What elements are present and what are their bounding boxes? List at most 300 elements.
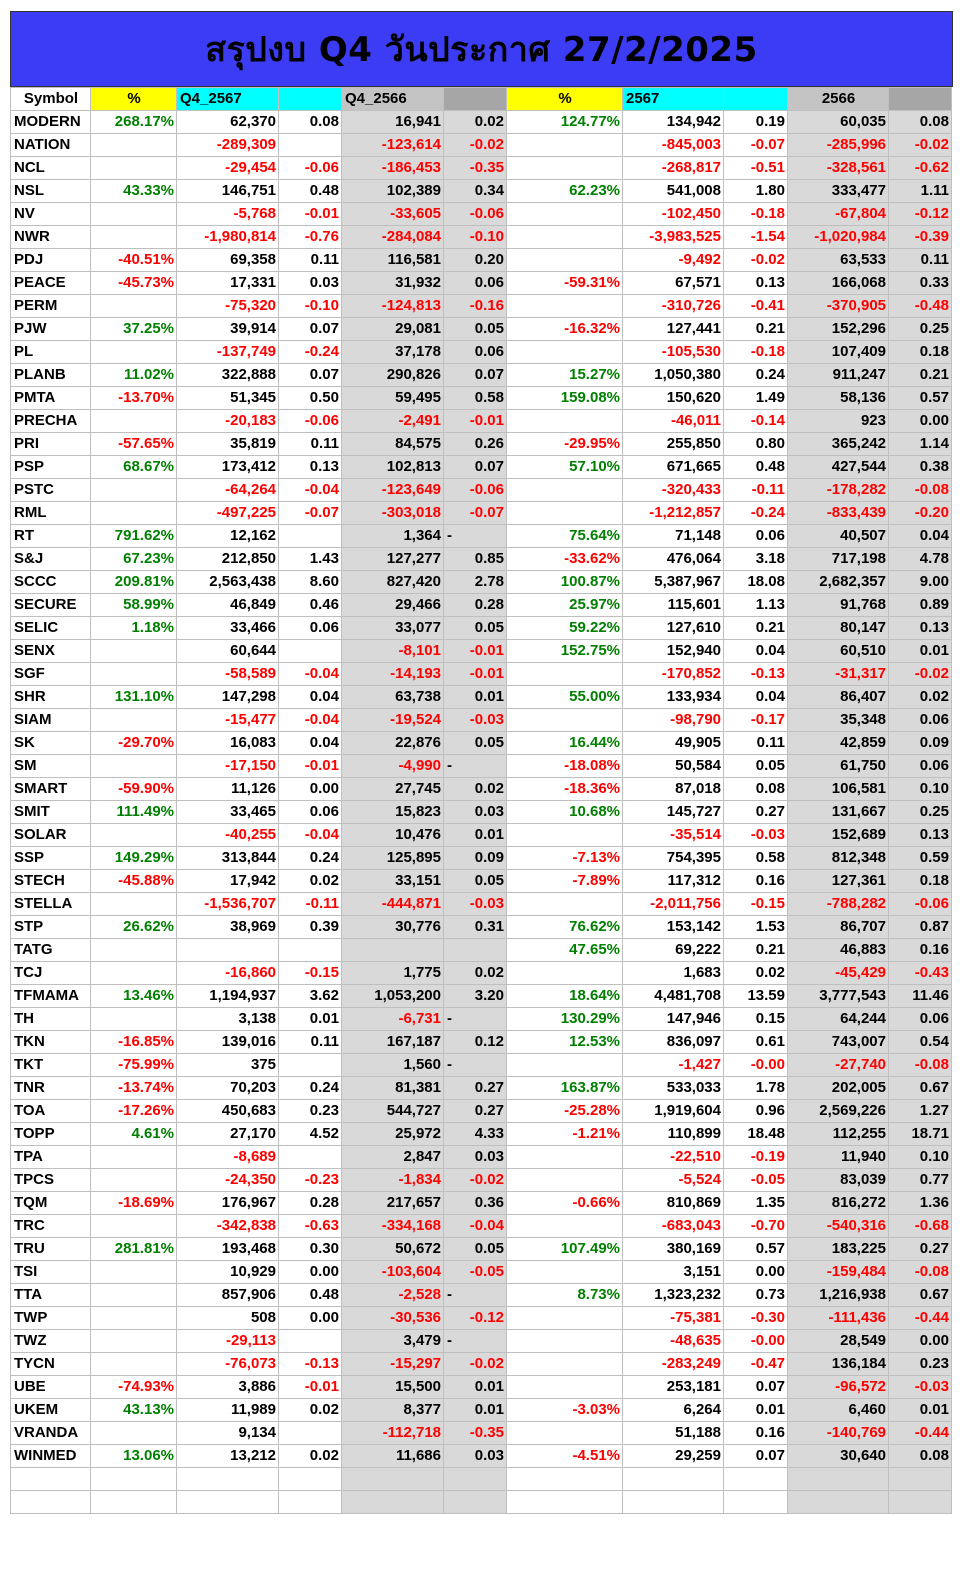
cell-q4-2566-profit[interactable]: 33,151 <box>342 870 444 893</box>
cell-q4-2567-eps[interactable] <box>279 1490 342 1513</box>
cell-q4-pct[interactable] <box>91 134 177 157</box>
cell-q4-2567-profit[interactable]: 313,844 <box>177 847 279 870</box>
cell-symbol[interactable]: TH <box>11 1008 91 1031</box>
cell-q4-2567-eps[interactable] <box>279 134 342 157</box>
cell-eps-2566[interactable]: 0.13 <box>889 824 952 847</box>
cell-q4-2567-profit[interactable]: -20,183 <box>177 410 279 433</box>
cell-eps-2567[interactable]: 0.19 <box>724 111 788 134</box>
cell-q4-pct[interactable] <box>91 824 177 847</box>
cell-symbol[interactable]: NCL <box>11 157 91 180</box>
cell-q4-2567-eps[interactable]: -0.15 <box>279 962 342 985</box>
cell-q4-2566-eps[interactable]: 0.03 <box>444 801 507 824</box>
cell-q4-2566-profit[interactable]: -14,193 <box>342 663 444 686</box>
cell-profit-2567[interactable]: 380,169 <box>623 1238 724 1261</box>
cell-symbol[interactable]: TWP <box>11 1307 91 1330</box>
cell-q4-2567-eps[interactable]: 0.50 <box>279 387 342 410</box>
cell-eps-2566[interactable]: 1.14 <box>889 433 952 456</box>
cell-eps-2566[interactable]: -0.08 <box>889 479 952 502</box>
cell-eps-2567[interactable]: 0.00 <box>724 1261 788 1284</box>
cell-q4-2567-profit[interactable]: 39,914 <box>177 318 279 341</box>
cell-q4-2566-profit[interactable]: 544,727 <box>342 1100 444 1123</box>
cell-q4-2567-eps[interactable]: 0.11 <box>279 1031 342 1054</box>
cell-eps-2566[interactable]: -0.03 <box>889 1376 952 1399</box>
cell-symbol[interactable]: TNR <box>11 1077 91 1100</box>
cell-q4-2566-eps[interactable]: -0.01 <box>444 410 507 433</box>
cell-symbol[interactable]: S&J <box>11 548 91 571</box>
cell-q4-2566-eps[interactable]: -0.04 <box>444 1215 507 1238</box>
cell-q4-2567-eps[interactable]: 0.13 <box>279 456 342 479</box>
cell-eps-2566[interactable]: -0.48 <box>889 295 952 318</box>
cell-q4-2566-profit[interactable]: -112,718 <box>342 1422 444 1445</box>
cell-q4-2566-eps[interactable]: 0.05 <box>444 870 507 893</box>
cell-q4-2566-profit[interactable]: 16,941 <box>342 111 444 134</box>
cell-eps-2566[interactable]: 9.00 <box>889 571 952 594</box>
cell-profit-2567[interactable]: -320,433 <box>623 479 724 502</box>
cell-q4-pct[interactable] <box>91 410 177 433</box>
cell-q4-2567-eps[interactable]: 0.00 <box>279 778 342 801</box>
cell-profit-2566[interactable]: 106,581 <box>788 778 889 801</box>
cell-profit-2566[interactable]: -31,317 <box>788 663 889 686</box>
cell-q4-2566-profit[interactable]: 1,775 <box>342 962 444 985</box>
cell-q4-pct[interactable]: 43.33% <box>91 180 177 203</box>
cell-q4-2567-profit[interactable]: 17,331 <box>177 272 279 295</box>
cell-year-pct[interactable] <box>507 410 623 433</box>
cell-year-pct[interactable]: 62.23% <box>507 180 623 203</box>
cell-q4-2567-profit[interactable]: 9,134 <box>177 1422 279 1445</box>
cell-year-pct[interactable] <box>507 1215 623 1238</box>
cell-q4-pct[interactable] <box>91 226 177 249</box>
cell-symbol[interactable]: NV <box>11 203 91 226</box>
cell-q4-2567-profit[interactable]: -137,749 <box>177 341 279 364</box>
cell-year-pct[interactable]: -4.51% <box>507 1445 623 1468</box>
cell-q4-2566-profit[interactable]: 102,389 <box>342 180 444 203</box>
cell-eps-2566[interactable]: -0.43 <box>889 962 952 985</box>
cell-q4-pct[interactable]: -18.69% <box>91 1192 177 1215</box>
cell-q4-2567-profit[interactable]: -5,768 <box>177 203 279 226</box>
cell-profit-2566[interactable] <box>788 1468 889 1491</box>
cell-symbol[interactable]: SECURE <box>11 594 91 617</box>
cell-q4-2566-profit[interactable]: 22,876 <box>342 732 444 755</box>
cell-q4-2566-profit[interactable]: 15,500 <box>342 1376 444 1399</box>
cell-profit-2566[interactable]: 923 <box>788 410 889 433</box>
cell-eps-2567[interactable]: -0.70 <box>724 1215 788 1238</box>
cell-profit-2566[interactable]: -178,282 <box>788 479 889 502</box>
cell-eps-2566[interactable]: 0.18 <box>889 870 952 893</box>
cell-q4-2566-profit[interactable]: 25,972 <box>342 1123 444 1146</box>
cell-profit-2566[interactable]: 86,707 <box>788 916 889 939</box>
cell-q4-2566-eps[interactable]: -0.05 <box>444 1261 507 1284</box>
cell-q4-2566-eps[interactable]: -0.07 <box>444 502 507 525</box>
cell-q4-2566-eps[interactable]: 0.02 <box>444 962 507 985</box>
cell-q4-2567-profit[interactable]: -64,264 <box>177 479 279 502</box>
cell-q4-pct[interactable]: -29.70% <box>91 732 177 755</box>
cell-eps-2567[interactable]: -0.18 <box>724 341 788 364</box>
cell-q4-pct[interactable] <box>91 341 177 364</box>
cell-profit-2567[interactable]: 4,481,708 <box>623 985 724 1008</box>
cell-eps-2566[interactable]: -0.12 <box>889 203 952 226</box>
cell-eps-2566[interactable]: 18.71 <box>889 1123 952 1146</box>
cell-profit-2566[interactable]: 911,247 <box>788 364 889 387</box>
cell-profit-2567[interactable]: -3,983,525 <box>623 226 724 249</box>
cell-q4-2566-profit[interactable]: -6,731 <box>342 1008 444 1031</box>
cell-q4-2566-profit[interactable]: -1,834 <box>342 1169 444 1192</box>
cell-year-pct[interactable]: 130.29% <box>507 1008 623 1031</box>
cell-year-pct[interactable]: -3.03% <box>507 1399 623 1422</box>
cell-q4-2566-profit[interactable]: 290,826 <box>342 364 444 387</box>
cell-year-pct[interactable] <box>507 1376 623 1399</box>
cell-profit-2567[interactable]: -268,817 <box>623 157 724 180</box>
cell-symbol[interactable]: RML <box>11 502 91 525</box>
cell-q4-2567-eps[interactable]: 0.28 <box>279 1192 342 1215</box>
cell-symbol[interactable]: SSP <box>11 847 91 870</box>
cell-profit-2566[interactable]: 136,184 <box>788 1353 889 1376</box>
cell-q4-2566-eps[interactable]: -0.16 <box>444 295 507 318</box>
cell-year-pct[interactable]: -33.62% <box>507 548 623 571</box>
cell-q4-pct[interactable]: 268.17% <box>91 111 177 134</box>
cell-q4-2566-eps[interactable]: -0.06 <box>444 203 507 226</box>
cell-eps-2567[interactable]: 0.24 <box>724 364 788 387</box>
cell-profit-2567[interactable]: 67,571 <box>623 272 724 295</box>
cell-symbol[interactable] <box>11 1490 91 1513</box>
cell-q4-pct[interactable] <box>91 502 177 525</box>
cell-eps-2567[interactable]: 1.35 <box>724 1192 788 1215</box>
cell-q4-2566-eps[interactable]: 0.28 <box>444 594 507 617</box>
cell-year-pct[interactable]: 10.68% <box>507 801 623 824</box>
cell-q4-2567-profit[interactable]: 193,468 <box>177 1238 279 1261</box>
cell-symbol[interactable]: PMTA <box>11 387 91 410</box>
cell-q4-2567-eps[interactable]: 4.52 <box>279 1123 342 1146</box>
cell-eps-2567[interactable]: 0.08 <box>724 778 788 801</box>
cell-year-pct[interactable] <box>507 1422 623 1445</box>
cell-eps-2566[interactable]: 0.06 <box>889 755 952 778</box>
cell-q4-2566-profit[interactable]: 27,745 <box>342 778 444 801</box>
cell-symbol[interactable]: PL <box>11 341 91 364</box>
cell-profit-2566[interactable]: -370,905 <box>788 295 889 318</box>
cell-q4-2567-profit[interactable]: 35,819 <box>177 433 279 456</box>
cell-eps-2566[interactable]: 0.38 <box>889 456 952 479</box>
cell-q4-2567-profit[interactable]: 139,016 <box>177 1031 279 1054</box>
cell-eps-2566[interactable]: 1.11 <box>889 180 952 203</box>
cell-profit-2567[interactable]: 87,018 <box>623 778 724 801</box>
cell-q4-pct[interactable] <box>91 709 177 732</box>
cell-q4-2567-eps[interactable]: 0.39 <box>279 916 342 939</box>
cell-q4-2566-eps[interactable]: 0.36 <box>444 1192 507 1215</box>
cell-q4-pct[interactable] <box>91 1146 177 1169</box>
cell-eps-2567[interactable]: -0.15 <box>724 893 788 916</box>
cell-q4-2566-profit[interactable]: 30,776 <box>342 916 444 939</box>
cell-q4-2566-eps[interactable]: -0.02 <box>444 134 507 157</box>
cell-q4-pct[interactable] <box>91 962 177 985</box>
cell-year-pct[interactable] <box>507 663 623 686</box>
cell-eps-2566[interactable]: 11.46 <box>889 985 952 1008</box>
cell-symbol[interactable]: TKT <box>11 1054 91 1077</box>
cell-q4-pct[interactable]: -40.51% <box>91 249 177 272</box>
cell-q4-pct[interactable] <box>91 755 177 778</box>
cell-symbol[interactable]: SK <box>11 732 91 755</box>
cell-q4-2566-profit[interactable]: 217,657 <box>342 1192 444 1215</box>
cell-q4-2567-profit[interactable] <box>177 939 279 962</box>
cell-eps-2567[interactable]: -0.24 <box>724 502 788 525</box>
cell-eps-2567[interactable]: -0.05 <box>724 1169 788 1192</box>
cell-q4-2567-eps[interactable]: 3.62 <box>279 985 342 1008</box>
cell-q4-2566-eps[interactable]: 0.58 <box>444 387 507 410</box>
cell-year-pct[interactable]: 57.10% <box>507 456 623 479</box>
cell-q4-2567-eps[interactable]: 0.04 <box>279 732 342 755</box>
cell-q4-2566-eps[interactable]: 0.06 <box>444 272 507 295</box>
cell-q4-2567-profit[interactable]: 508 <box>177 1307 279 1330</box>
cell-q4-2566-profit[interactable]: -123,649 <box>342 479 444 502</box>
cell-q4-2566-eps[interactable]: 0.12 <box>444 1031 507 1054</box>
cell-q4-2567-eps[interactable]: 0.06 <box>279 617 342 640</box>
cell-q4-pct[interactable]: 58.99% <box>91 594 177 617</box>
cell-year-pct[interactable] <box>507 962 623 985</box>
cell-eps-2566[interactable]: 0.09 <box>889 732 952 755</box>
cell-q4-2567-profit[interactable]: 450,683 <box>177 1100 279 1123</box>
cell-q4-pct[interactable] <box>91 295 177 318</box>
cell-q4-pct[interactable]: 1.18% <box>91 617 177 640</box>
cell-q4-2566-profit[interactable]: 15,823 <box>342 801 444 824</box>
cell-profit-2567[interactable]: 3,151 <box>623 1261 724 1284</box>
cell-profit-2566[interactable]: 3,777,543 <box>788 985 889 1008</box>
cell-q4-pct[interactable]: 26.62% <box>91 916 177 939</box>
cell-q4-pct[interactable] <box>91 1169 177 1192</box>
cell-q4-2566-eps[interactable]: -0.35 <box>444 157 507 180</box>
cell-q4-pct[interactable] <box>91 1008 177 1031</box>
cell-q4-2567-profit[interactable]: 173,412 <box>177 456 279 479</box>
cell-q4-2567-profit[interactable]: 27,170 <box>177 1123 279 1146</box>
cell-eps-2566[interactable]: -0.20 <box>889 502 952 525</box>
cell-eps-2566[interactable]: 1.36 <box>889 1192 952 1215</box>
cell-symbol[interactable]: PLANB <box>11 364 91 387</box>
cell-profit-2567[interactable]: 476,064 <box>623 548 724 571</box>
cell-q4-2567-profit[interactable] <box>177 1468 279 1491</box>
cell-q4-2567-eps[interactable]: -0.24 <box>279 341 342 364</box>
cell-q4-pct[interactable] <box>91 1284 177 1307</box>
cell-q4-2566-eps[interactable]: 0.02 <box>444 111 507 134</box>
cell-profit-2567[interactable]: -2,011,756 <box>623 893 724 916</box>
cell-profit-2567[interactable]: -170,852 <box>623 663 724 686</box>
cell-profit-2566[interactable]: 1,216,938 <box>788 1284 889 1307</box>
cell-profit-2567[interactable]: 1,050,380 <box>623 364 724 387</box>
cell-profit-2566[interactable]: -140,769 <box>788 1422 889 1445</box>
cell-profit-2566[interactable]: 127,361 <box>788 870 889 893</box>
cell-eps-2567[interactable]: -0.19 <box>724 1146 788 1169</box>
cell-year-pct[interactable] <box>507 1490 623 1513</box>
cell-eps-2566[interactable]: -0.08 <box>889 1261 952 1284</box>
cell-symbol[interactable]: SGF <box>11 663 91 686</box>
cell-eps-2566[interactable]: 1.27 <box>889 1100 952 1123</box>
cell-profit-2567[interactable]: -105,530 <box>623 341 724 364</box>
cell-year-pct[interactable] <box>507 502 623 525</box>
cell-q4-2567-eps[interactable]: 0.24 <box>279 847 342 870</box>
cell-q4-2567-profit[interactable]: 17,942 <box>177 870 279 893</box>
cell-profit-2567[interactable]: -310,726 <box>623 295 724 318</box>
cell-q4-2566-eps[interactable]: 0.01 <box>444 686 507 709</box>
cell-eps-2567[interactable]: 0.02 <box>724 962 788 985</box>
cell-q4-2567-profit[interactable]: -1,980,814 <box>177 226 279 249</box>
cell-profit-2566[interactable]: 107,409 <box>788 341 889 364</box>
cell-profit-2566[interactable]: 427,544 <box>788 456 889 479</box>
cell-eps-2566[interactable]: 0.67 <box>889 1284 952 1307</box>
cell-profit-2567[interactable]: 1,683 <box>623 962 724 985</box>
cell-eps-2567[interactable]: 0.16 <box>724 870 788 893</box>
cell-q4-2567-eps[interactable]: 0.03 <box>279 272 342 295</box>
cell-q4-pct[interactable]: -16.85% <box>91 1031 177 1054</box>
cell-profit-2567[interactable]: 1,323,232 <box>623 1284 724 1307</box>
cell-eps-2567[interactable]: -0.00 <box>724 1330 788 1353</box>
cell-q4-2567-profit[interactable]: 212,850 <box>177 548 279 571</box>
cell-q4-2567-profit[interactable]: -75,320 <box>177 295 279 318</box>
cell-symbol[interactable]: NSL <box>11 180 91 203</box>
cell-profit-2566[interactable]: 64,244 <box>788 1008 889 1031</box>
cell-symbol[interactable]: TFMAMA <box>11 985 91 1008</box>
cell-q4-2566-eps[interactable]: 0.20 <box>444 249 507 272</box>
cell-year-pct[interactable]: -16.32% <box>507 318 623 341</box>
cell-profit-2567[interactable]: 810,869 <box>623 1192 724 1215</box>
cell-q4-pct[interactable] <box>91 203 177 226</box>
header-q4-2567-eps[interactable] <box>279 88 342 111</box>
cell-eps-2567[interactable]: 0.21 <box>724 617 788 640</box>
cell-symbol[interactable]: STECH <box>11 870 91 893</box>
cell-q4-2566-eps[interactable]: 0.26 <box>444 433 507 456</box>
cell-eps-2566[interactable]: 0.02 <box>889 686 952 709</box>
cell-profit-2567[interactable]: 152,940 <box>623 640 724 663</box>
cell-symbol[interactable]: SM <box>11 755 91 778</box>
cell-q4-pct[interactable] <box>91 939 177 962</box>
cell-year-pct[interactable]: 159.08% <box>507 387 623 410</box>
cell-eps-2567[interactable]: 0.07 <box>724 1376 788 1399</box>
cell-symbol[interactable]: PDJ <box>11 249 91 272</box>
cell-profit-2567[interactable] <box>623 1468 724 1491</box>
cell-eps-2567[interactable]: 1.80 <box>724 180 788 203</box>
cell-profit-2567[interactable]: 1,919,604 <box>623 1100 724 1123</box>
cell-q4-pct[interactable]: -57.65% <box>91 433 177 456</box>
cell-eps-2566[interactable]: -0.62 <box>889 157 952 180</box>
cell-eps-2566[interactable]: 0.01 <box>889 1399 952 1422</box>
cell-q4-2566-eps[interactable]: 0.06 <box>444 341 507 364</box>
cell-q4-2567-profit[interactable]: -342,838 <box>177 1215 279 1238</box>
cell-q4-pct[interactable]: 37.25% <box>91 318 177 341</box>
cell-q4-2566-eps[interactable]: 0.01 <box>444 1399 507 1422</box>
cell-q4-2566-profit[interactable]: -124,813 <box>342 295 444 318</box>
cell-eps-2566[interactable]: -0.39 <box>889 226 952 249</box>
cell-q4-pct[interactable] <box>91 157 177 180</box>
cell-q4-2567-eps[interactable]: 0.30 <box>279 1238 342 1261</box>
cell-q4-2566-eps[interactable]: 0.05 <box>444 732 507 755</box>
cell-q4-2566-profit[interactable]: -33,605 <box>342 203 444 226</box>
cell-year-pct[interactable]: -1.21% <box>507 1123 623 1146</box>
cell-profit-2566[interactable]: 112,255 <box>788 1123 889 1146</box>
cell-profit-2567[interactable]: -1,427 <box>623 1054 724 1077</box>
header-q4-2566-profit[interactable]: Q4_2566 <box>342 88 444 111</box>
header-symbol[interactable]: Symbol <box>11 88 91 111</box>
cell-eps-2566[interactable]: 0.01 <box>889 640 952 663</box>
cell-q4-2567-eps[interactable]: -0.13 <box>279 1353 342 1376</box>
cell-q4-2567-profit[interactable]: 70,203 <box>177 1077 279 1100</box>
cell-eps-2566[interactable]: 0.77 <box>889 1169 952 1192</box>
cell-q4-2566-eps[interactable]: - <box>444 1284 507 1307</box>
cell-q4-2567-eps[interactable]: -0.01 <box>279 203 342 226</box>
cell-year-pct[interactable] <box>507 157 623 180</box>
cell-eps-2567[interactable]: -0.17 <box>724 709 788 732</box>
cell-q4-2566-profit[interactable]: 3,479 <box>342 1330 444 1353</box>
cell-eps-2566[interactable]: -0.06 <box>889 893 952 916</box>
cell-q4-2567-eps[interactable]: -0.10 <box>279 295 342 318</box>
cell-q4-2566-eps[interactable]: 0.07 <box>444 364 507 387</box>
cell-symbol[interactable]: SENX <box>11 640 91 663</box>
cell-q4-2567-eps[interactable]: 0.00 <box>279 1307 342 1330</box>
cell-profit-2566[interactable]: -1,020,984 <box>788 226 889 249</box>
cell-profit-2566[interactable]: 816,272 <box>788 1192 889 1215</box>
cell-q4-pct[interactable] <box>91 1330 177 1353</box>
cell-q4-2567-profit[interactable]: 12,162 <box>177 525 279 548</box>
cell-q4-2567-eps[interactable]: 0.08 <box>279 111 342 134</box>
cell-q4-2567-eps[interactable]: 0.11 <box>279 249 342 272</box>
cell-symbol[interactable]: SOLAR <box>11 824 91 847</box>
cell-year-pct[interactable]: 18.64% <box>507 985 623 1008</box>
cell-eps-2567[interactable]: 0.01 <box>724 1399 788 1422</box>
cell-q4-2566-profit[interactable]: -186,453 <box>342 157 444 180</box>
cell-profit-2566[interactable]: 40,507 <box>788 525 889 548</box>
cell-profit-2566[interactable]: 63,533 <box>788 249 889 272</box>
cell-year-pct[interactable]: -0.66% <box>507 1192 623 1215</box>
cell-symbol[interactable]: TQM <box>11 1192 91 1215</box>
cell-q4-2567-eps[interactable]: 0.48 <box>279 1284 342 1307</box>
cell-q4-2566-eps[interactable]: 0.09 <box>444 847 507 870</box>
cell-q4-2566-profit[interactable]: -30,536 <box>342 1307 444 1330</box>
cell-profit-2567[interactable]: 134,942 <box>623 111 724 134</box>
cell-eps-2566[interactable]: -0.68 <box>889 1215 952 1238</box>
cell-eps-2567[interactable]: 0.57 <box>724 1238 788 1261</box>
cell-profit-2567[interactable]: 133,934 <box>623 686 724 709</box>
cell-year-pct[interactable] <box>507 134 623 157</box>
cell-q4-2566-eps[interactable]: - <box>444 755 507 778</box>
cell-eps-2567[interactable] <box>724 1468 788 1491</box>
cell-year-pct[interactable]: 107.49% <box>507 1238 623 1261</box>
cell-q4-2567-eps[interactable]: 0.24 <box>279 1077 342 1100</box>
cell-q4-2566-eps[interactable]: 0.01 <box>444 1376 507 1399</box>
cell-year-pct[interactable]: 100.87% <box>507 571 623 594</box>
cell-year-pct[interactable] <box>507 203 623 226</box>
cell-profit-2566[interactable]: 86,407 <box>788 686 889 709</box>
cell-q4-2566-eps[interactable]: 0.85 <box>444 548 507 571</box>
cell-profit-2567[interactable]: 147,946 <box>623 1008 724 1031</box>
cell-q4-2567-profit[interactable]: 11,989 <box>177 1399 279 1422</box>
cell-q4-pct[interactable]: 13.46% <box>91 985 177 1008</box>
cell-q4-2566-eps[interactable] <box>444 939 507 962</box>
cell-q4-2566-profit[interactable]: 125,895 <box>342 847 444 870</box>
cell-q4-2567-profit[interactable]: -40,255 <box>177 824 279 847</box>
cell-profit-2567[interactable]: 145,727 <box>623 801 724 824</box>
cell-q4-2567-eps[interactable] <box>279 640 342 663</box>
header-2567-profit[interactable]: 2567 <box>623 88 724 111</box>
cell-q4-2566-profit[interactable]: 84,575 <box>342 433 444 456</box>
cell-eps-2567[interactable]: -0.14 <box>724 410 788 433</box>
cell-year-pct[interactable]: 152.75% <box>507 640 623 663</box>
cell-profit-2567[interactable]: 50,584 <box>623 755 724 778</box>
cell-q4-2567-eps[interactable]: -0.06 <box>279 157 342 180</box>
cell-q4-2567-profit[interactable]: 10,929 <box>177 1261 279 1284</box>
cell-symbol[interactable]: TKN <box>11 1031 91 1054</box>
cell-profit-2567[interactable]: -5,524 <box>623 1169 724 1192</box>
cell-q4-pct[interactable]: 281.81% <box>91 1238 177 1261</box>
cell-q4-2566-eps[interactable]: 0.27 <box>444 1077 507 1100</box>
cell-q4-2567-eps[interactable]: -0.63 <box>279 1215 342 1238</box>
cell-profit-2566[interactable]: -111,436 <box>788 1307 889 1330</box>
cell-eps-2566[interactable]: 0.10 <box>889 778 952 801</box>
cell-profit-2566[interactable]: 46,883 <box>788 939 889 962</box>
cell-eps-2566[interactable]: 0.00 <box>889 1330 952 1353</box>
